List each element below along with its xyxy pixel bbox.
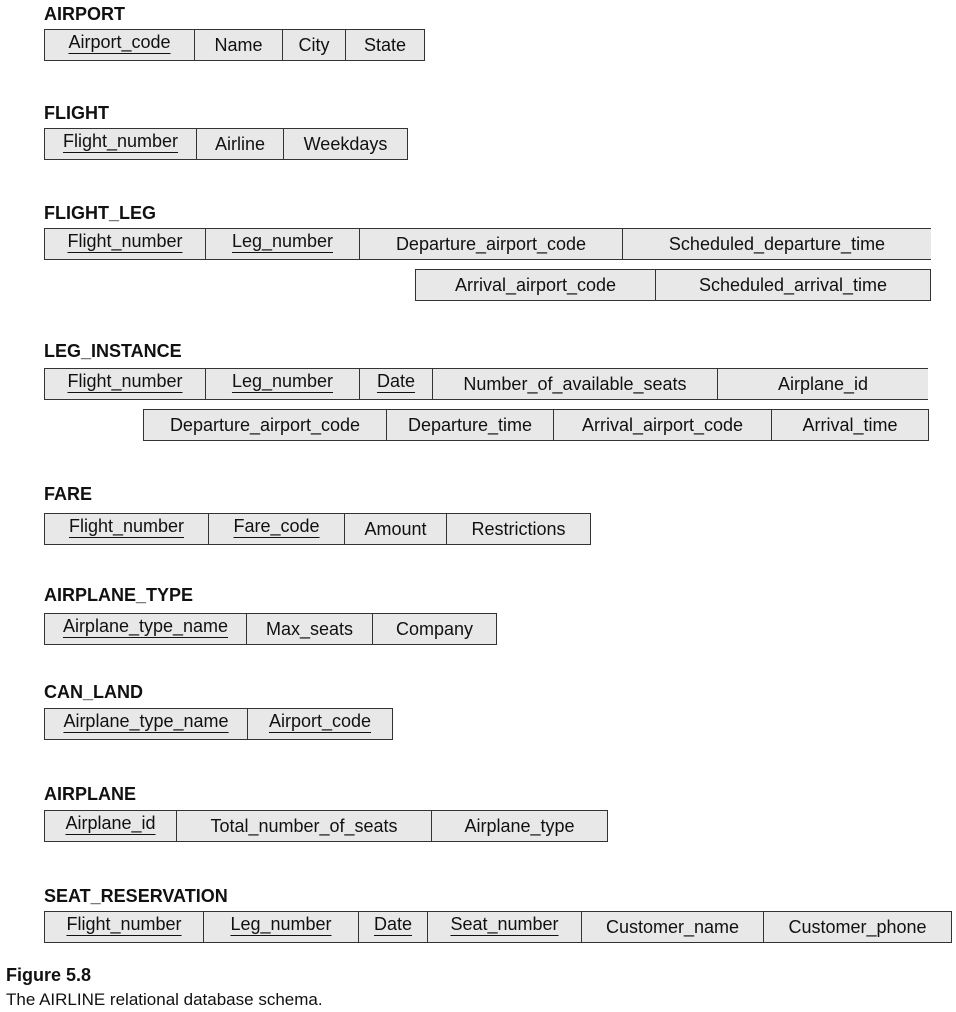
figure-caption: The AIRLINE relational database schema. bbox=[6, 990, 323, 1009]
relation-name-airport: AIRPORT bbox=[44, 4, 125, 24]
attribute-cell: Customer_name bbox=[581, 911, 764, 943]
attribute-cell: Seat_number bbox=[427, 911, 582, 943]
relation-seat-reservation bbox=[44, 911, 952, 943]
relation-flight-leg-row-1 bbox=[44, 228, 931, 260]
attribute-cell: Fare_code bbox=[208, 513, 345, 545]
relation-name-airplane-type: AIRPLANE_TYPE bbox=[44, 585, 194, 605]
attribute-cell: Date bbox=[358, 911, 428, 943]
attribute-cell: Departure_airport_code bbox=[359, 228, 623, 260]
attribute-cell: City bbox=[282, 29, 346, 61]
attribute-cell: Total_number_of_seats bbox=[176, 810, 432, 842]
attribute-cell: Leg_number bbox=[205, 228, 360, 260]
attribute-cell: Flight_number bbox=[44, 128, 197, 160]
attribute-cell: Flight_number bbox=[44, 368, 206, 400]
attribute-cell: Amount bbox=[344, 513, 447, 545]
relation-airplane-type bbox=[44, 613, 497, 645]
attribute-cell: Leg_number bbox=[203, 911, 359, 943]
relation-leg-instance-row-1 bbox=[44, 368, 928, 400]
relation-name-fare: FARE bbox=[44, 484, 93, 504]
attribute-cell: Airplane_id bbox=[717, 368, 928, 400]
attribute-cell: Scheduled_arrival_time bbox=[655, 269, 931, 301]
relation-name-airplane: AIRPLANE bbox=[44, 784, 137, 804]
attribute-cell: Leg_number bbox=[205, 368, 360, 400]
attribute-cell: Arrival_airport_code bbox=[415, 269, 656, 301]
attribute-cell: Weekdays bbox=[283, 128, 408, 160]
relation-airport bbox=[44, 29, 425, 61]
relation-can-land bbox=[44, 708, 393, 740]
attribute-cell: Flight_number bbox=[44, 911, 204, 943]
relation-name-flight-leg: FLIGHT_LEG bbox=[44, 203, 156, 223]
attribute-cell: Airplane_id bbox=[44, 810, 177, 842]
relation-name-can-land: CAN_LAND bbox=[44, 682, 143, 702]
relation-flight-leg-row-2 bbox=[415, 269, 931, 301]
attribute-cell: Flight_number bbox=[44, 513, 209, 545]
attribute-cell: Restrictions bbox=[446, 513, 591, 545]
attribute-cell: Flight_number bbox=[44, 228, 206, 260]
relation-flight bbox=[44, 128, 408, 160]
attribute-cell: Airplane_type_name bbox=[44, 613, 247, 645]
relation-leg-instance-row-2 bbox=[143, 409, 929, 441]
attribute-cell: Name bbox=[194, 29, 283, 61]
attribute-cell: Airport_code bbox=[247, 708, 393, 740]
attribute-cell: Departure_time bbox=[386, 409, 554, 441]
relation-name-leg-instance: LEG_INSTANCE bbox=[44, 341, 182, 361]
attribute-cell: Company bbox=[372, 613, 497, 645]
attribute-cell: Airplane_type_name bbox=[44, 708, 248, 740]
attribute-cell: Number_of_available_seats bbox=[432, 368, 718, 400]
attribute-cell: Scheduled_departure_time bbox=[622, 228, 931, 260]
relation-fare bbox=[44, 513, 591, 545]
attribute-cell: Airline bbox=[196, 128, 284, 160]
attribute-cell: Max_seats bbox=[246, 613, 373, 645]
attribute-cell: Departure_airport_code bbox=[143, 409, 387, 441]
relation-airplane bbox=[44, 810, 608, 842]
attribute-cell: Airport_code bbox=[44, 29, 195, 61]
relation-name-seat-reservation: SEAT_RESERVATION bbox=[44, 886, 228, 906]
attribute-cell: Customer_phone bbox=[763, 911, 952, 943]
attribute-cell: State bbox=[345, 29, 425, 61]
attribute-cell: Airplane_type bbox=[431, 810, 608, 842]
relation-name-flight: FLIGHT bbox=[44, 103, 109, 123]
attribute-cell: Arrival_time bbox=[771, 409, 929, 441]
figure-title: Figure 5.8 bbox=[6, 965, 92, 985]
attribute-cell: Date bbox=[359, 368, 433, 400]
attribute-cell: Arrival_airport_code bbox=[553, 409, 772, 441]
